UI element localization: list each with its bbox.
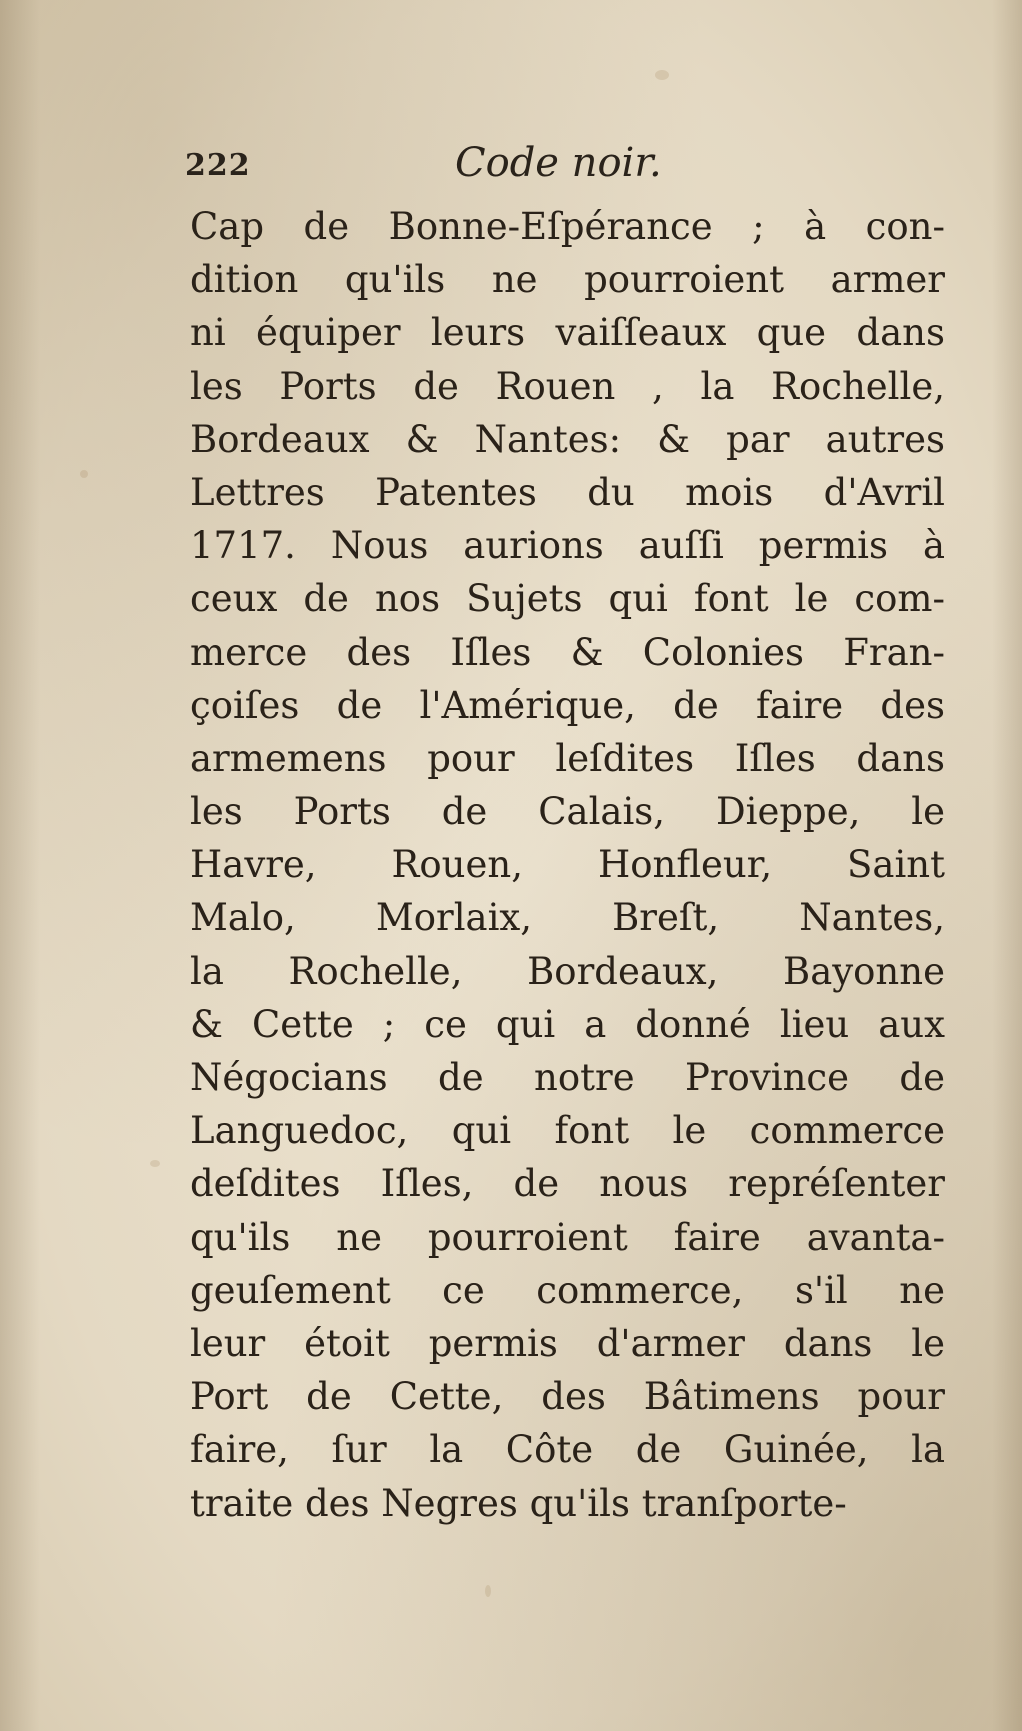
page-edge-shadow-left bbox=[0, 0, 40, 1731]
text-line: Port de Cette, des Bâtimens pour bbox=[190, 1375, 945, 1419]
text-line: 1717. Nous aurions auſſi permis à bbox=[190, 524, 945, 568]
running-head bbox=[185, 140, 945, 196]
text-line: les Ports de Rouen , la Rochelle, bbox=[190, 364, 945, 408]
body-text bbox=[190, 200, 945, 1530]
text-line: Lettres Patentes du mois d'Avril bbox=[190, 470, 945, 514]
text-line: çoiſes de l'Amérique, de faire des bbox=[190, 683, 945, 727]
text-line: Cap de Bonne-Eſpérance ; à con- bbox=[190, 205, 945, 248]
text-line: leur étoit permis d'armer dans le bbox=[190, 1321, 945, 1365]
text-line: armemens pour leſdites Iſles dans bbox=[190, 736, 945, 780]
text-line: Languedoc, qui font le commerce bbox=[190, 1109, 945, 1153]
text-line: faire, ſur la Côte de Guinée, la bbox=[190, 1428, 945, 1472]
text-line: Havre, Rouen, Honfleur, Saint bbox=[190, 843, 945, 887]
text-line: deſdites Iſles, de nous repréſenter bbox=[190, 1162, 945, 1206]
paper-stain bbox=[655, 70, 669, 80]
paper-stain bbox=[485, 1585, 491, 1597]
text-line: & Cette ; ce qui a donné lieu aux bbox=[190, 1002, 945, 1046]
text-line: Négocians de notre Province de bbox=[190, 1056, 945, 1099]
text-line: Malo, Morlaix, Breſt, Nantes, bbox=[190, 896, 945, 940]
text-line: les Ports de Calais, Dieppe, le bbox=[190, 790, 945, 834]
text-line: ni équiper leurs vaiſſeaux que dans bbox=[190, 311, 945, 355]
running-title: Code noir. bbox=[455, 140, 662, 186]
text-line: dition qu'ils ne pourroient armer bbox=[190, 258, 945, 302]
paper-stain bbox=[80, 470, 88, 478]
text-line: Bordeaux & Nantes: & par autres bbox=[190, 417, 945, 461]
paper-stain bbox=[150, 1160, 160, 1167]
text-line: geuſement ce commerce, s'il ne bbox=[190, 1268, 945, 1312]
page-edge-shadow-right bbox=[992, 0, 1022, 1731]
text-line: la Rochelle, Bordeaux, Bayonne bbox=[190, 949, 945, 993]
text-line: qu'ils ne pourroient faire avanta- bbox=[190, 1215, 945, 1259]
text-line: ceux de nos Sujets qui font le com- bbox=[190, 577, 945, 621]
text-line: merce des Iſles & Colonies Fran- bbox=[190, 630, 945, 674]
text-line: traite des Negres qu'ils tranſporte- bbox=[190, 1481, 847, 1525]
page-number: 222 bbox=[185, 148, 251, 183]
